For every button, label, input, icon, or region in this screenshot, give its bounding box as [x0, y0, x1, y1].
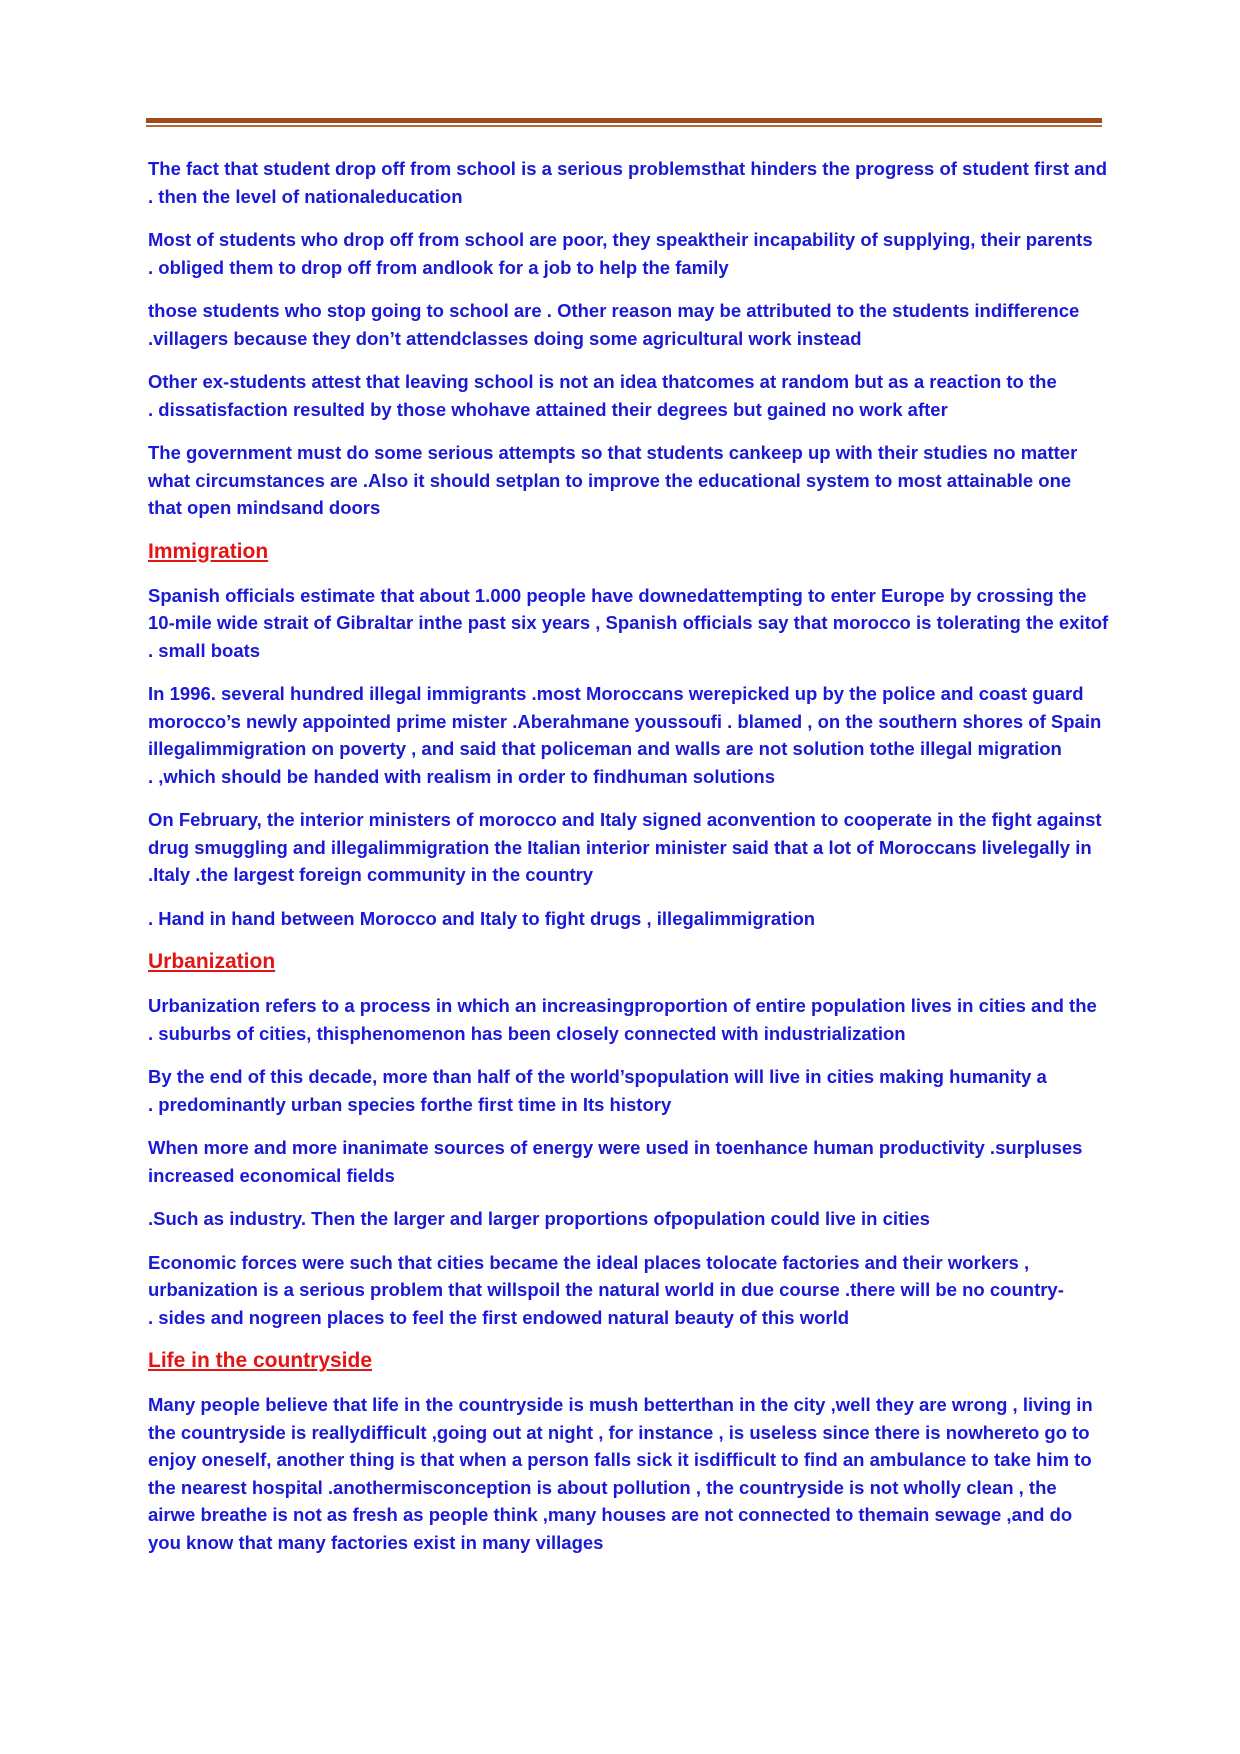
- intro-paragraph-2: [148, 226, 1098, 281]
- text-line: . Hand in hand between Morocco and Italy to fight drugs , illegalimmigration: [148, 907, 816, 929]
- text-line: Most of students who drop off from school are poor, they speaktheir incapability of supplying, their parents: [148, 229, 1093, 250]
- text-line: what circumstances are .Also it should setplan to improve the educational system to most attainable one: [148, 469, 1072, 491]
- countryside-paragraph-1: [148, 1391, 1098, 1556]
- text-line: . ,which should be handed with realism in order to findhuman solutions: [148, 765, 775, 787]
- text-line: the countryside is reallydifficult ,going out at night , for instance , is useless since there is nowhereto go to: [148, 1421, 1090, 1443]
- header-rule-thin-line: [146, 125, 1102, 127]
- text-line: 10-mile wide strait of Gibraltar inthe past six years , Spanish officials say that morocco is tolerating the exitof: [148, 612, 1109, 633]
- text-line: When more and more inanimate sources of energy were used in toenhance human productivity .surpluses: [148, 1137, 1083, 1158]
- text-line: In 1996. several hundred illegal immigrants .most Moroccans werepicked up by the police and coast guard: [148, 683, 1084, 704]
- section-heading-immigration: Immigration: [148, 539, 269, 563]
- document-body: [148, 155, 1109, 1572]
- text-line: drug smuggling and illegalimmigration the Italian interior minister said that a lot of Moroccans livelegally in: [148, 836, 1092, 858]
- text-line: illegalimmigration on poverty , and said that policeman and walls are not solution tothe illegal migration: [148, 738, 1062, 759]
- urbanization-paragraph-2: [148, 1063, 1098, 1118]
- text-line: .Such as industry. Then the larger and larger proportions ofpopulation could live in cities: [148, 1208, 930, 1229]
- text-line: On February, the interior ministers of morocco and Italy signed aconvention to cooperate in the fight against: [148, 809, 1102, 830]
- urbanization-paragraph-5: [148, 1249, 1098, 1332]
- header-rule: [146, 118, 1102, 128]
- text-line: Spanish officials estimate that about 1.000 people have downedattempting to enter Europe by crossing the: [148, 584, 1087, 606]
- intro-paragraph-5: [148, 439, 1098, 522]
- intro-paragraph-1: [148, 155, 1108, 210]
- immigration-paragraph-2: [148, 680, 1102, 790]
- text-line: .villagers because they don’t attendclasses doing some agricultural work instead: [148, 327, 862, 349]
- text-line: those students who stop going to school are . Other reason may be attributed to the students indifference: [148, 300, 1080, 321]
- text-line: Economic forces were such that cities became the ideal places tolocate factories and their workers ,: [148, 1251, 1030, 1273]
- text-line: .Italy .the largest foreign community in the country: [148, 864, 594, 885]
- text-line: you know that many factories exist in many villages: [148, 1531, 604, 1553]
- text-line: . suburbs of cities, thisphenomenon has been closely connected with industrialization: [148, 1022, 906, 1044]
- text-line: . dissatisfaction resulted by those whohave attained their degrees but gained no work after: [148, 398, 948, 420]
- urbanization-paragraph-3: [148, 1134, 1098, 1189]
- text-line: Many people believe that life in the countryside is mush betterthan in the city ,well they are wrong , living in: [148, 1394, 1093, 1415]
- immigration-paragraph-1: [148, 582, 1109, 665]
- text-line: Urbanization refers to a process in which an increasingproportion of entire population lives in cities and the: [148, 995, 1097, 1016]
- text-line: . then the level of nationaleducation: [148, 185, 463, 207]
- text-line: . sides and nogreen places to feel the first endowed natural beauty of this world: [148, 1306, 850, 1328]
- text-line: morocco’s newly appointed prime mister .Aberahmane youssoufi . blamed , on the southern shores of Spain: [148, 710, 1102, 732]
- text-line: . predominantly urban species forthe first time in Its history: [148, 1093, 672, 1115]
- text-line: The fact that student drop off from school is a serious problemsthat hinders the progress of student first and: [148, 158, 1108, 179]
- intro-paragraph-3: [148, 297, 1098, 352]
- text-line: By the end of this decade, more than half of the world’spopulation will live in cities making humanity a: [148, 1066, 1047, 1087]
- text-line: The government must do some serious attempts so that students cankeep up with their studies no matter: [148, 442, 1078, 463]
- section-heading-urbanization: Urbanization: [148, 950, 276, 973]
- text-line: increased economical fields: [148, 1164, 395, 1186]
- immigration-paragraph-3: [148, 806, 1102, 889]
- header-rule-thick-line: [146, 118, 1102, 123]
- text-line: . obliged them to drop off from andlook for a job to help the family: [148, 256, 729, 278]
- text-line: the nearest hospital .anothermisconception is about pollution , the countryside is not wholly clean , the: [148, 1476, 1057, 1498]
- text-line: that open mindsand doors: [148, 497, 381, 518]
- text-line: airwe breathe is not as fresh as people think ,many houses are not connected to themain sewage ,and do: [148, 1504, 1073, 1525]
- text-line: Other ex-students attest that leaving school is not an idea thatcomes at random but as a reaction to the: [148, 371, 1057, 392]
- urbanization-paragraph-1: [148, 992, 1098, 1047]
- text-line: enjoy oneself, another thing is that when a person falls sick it isdifficult to find an ambulance to take him to: [148, 1449, 1092, 1470]
- text-line: . small boats: [148, 639, 261, 661]
- intro-paragraph-4: [148, 368, 1098, 423]
- text-line: urbanization is a serious problem that willspoil the natural world in due course .there will be no country-: [148, 1279, 1064, 1300]
- urbanization-paragraph-4: [148, 1205, 1098, 1233]
- section-heading-countryside: Life in the countryside: [148, 1349, 373, 1372]
- immigration-paragraph-4: [148, 905, 1098, 933]
